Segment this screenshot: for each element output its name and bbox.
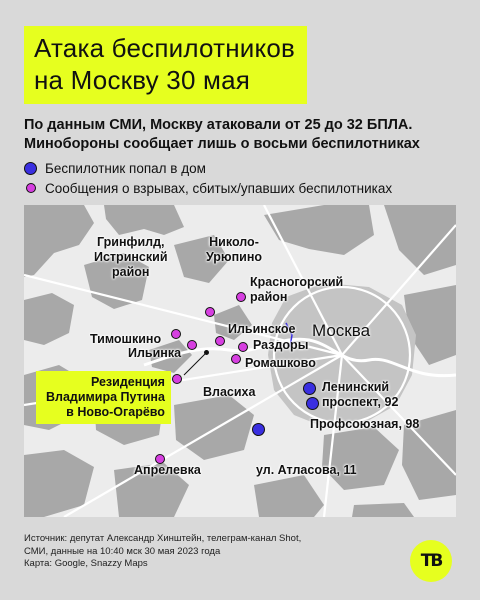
marker-ilyinskoe[interactable]: [215, 336, 225, 346]
label-timoshkino: Тимошкино: [90, 332, 162, 346]
label-ilyinka: Ильинка: [128, 346, 182, 360]
marker-romashkovo[interactable]: [231, 354, 241, 364]
legend-label-reports: Сообщения о взрывах, сбитых/упавших беспилотниках: [45, 180, 393, 196]
label-krasnogorsk: Красногорский район: [250, 275, 344, 304]
marker-nikolo-uryupino[interactable]: [205, 307, 215, 317]
source-line-1: Источник: депутат Александр Хинштейн, телеграм-канал Shot,: [24, 533, 302, 544]
source-line-2: СМИ, данные на 10:40 мск 30 мая 2023 года: [24, 545, 221, 557]
blue-dot-icon: [24, 162, 37, 175]
source-credits: [24, 533, 354, 571]
legend-label-house-hit: Беспилотник попал в дом: [45, 160, 206, 176]
map[interactable]: [24, 205, 456, 517]
label-ilyinskoe: Ильинское: [228, 322, 296, 336]
magenta-dot-icon: [26, 183, 36, 193]
marker-razdory[interactable]: [238, 342, 248, 352]
marker-residence[interactable]: [204, 350, 209, 355]
marker-leninsky[interactable]: [303, 382, 316, 395]
title-line-1: Атака беспилотников: [34, 33, 296, 63]
label-leninsky: Ленинский проспект, 92: [322, 380, 399, 409]
marker-atlasova[interactable]: [252, 423, 265, 436]
label-razdory: Раздоры: [253, 338, 309, 352]
tv-logo-icon: [410, 540, 452, 582]
label-romashkovo: Ромашково: [245, 356, 316, 370]
subtitle-line-2: Минобороны сообщает лишь о восьми беспилотниках: [24, 136, 420, 152]
marker-ilyinka[interactable]: [187, 340, 197, 350]
logo-text: ТВ: [420, 551, 442, 571]
marker-profsoyuznaya[interactable]: [306, 397, 319, 410]
subtitle-line-1: По данным СМИ, Москву атаковали от 25 до 32 БПЛА.: [24, 117, 413, 133]
legend-item-reports: [24, 178, 392, 198]
title-line-2: на Москву 30 мая: [34, 65, 251, 95]
source-line-3: Карта: Google, Snazzy Maps: [24, 558, 148, 569]
label-aprelevka: Апрелевка: [134, 463, 201, 477]
label-grinfild: Гринфилд, Истринский район: [94, 235, 168, 279]
residence-callout: Резиденция Владимира Путина в Ново-Огарёво: [36, 371, 171, 424]
marker-vlasikha[interactable]: [172, 374, 182, 384]
label-vlasikha: Власиха: [203, 385, 256, 399]
subtitle: [24, 116, 464, 154]
city-label-moscow: Москва: [312, 321, 371, 340]
title-banner: [24, 26, 307, 104]
legend: [24, 158, 392, 198]
label-nikolo-uryupino: Николо- Урюпино: [206, 235, 263, 264]
label-atlasova: ул. Атласова, 11: [256, 463, 357, 477]
legend-item-house-hit: [24, 158, 392, 178]
label-profsoyuznaya: Профсоюзная, 98: [310, 417, 420, 431]
marker-krasnogorsk[interactable]: [236, 292, 246, 302]
marker-timoshkino[interactable]: [171, 329, 181, 339]
